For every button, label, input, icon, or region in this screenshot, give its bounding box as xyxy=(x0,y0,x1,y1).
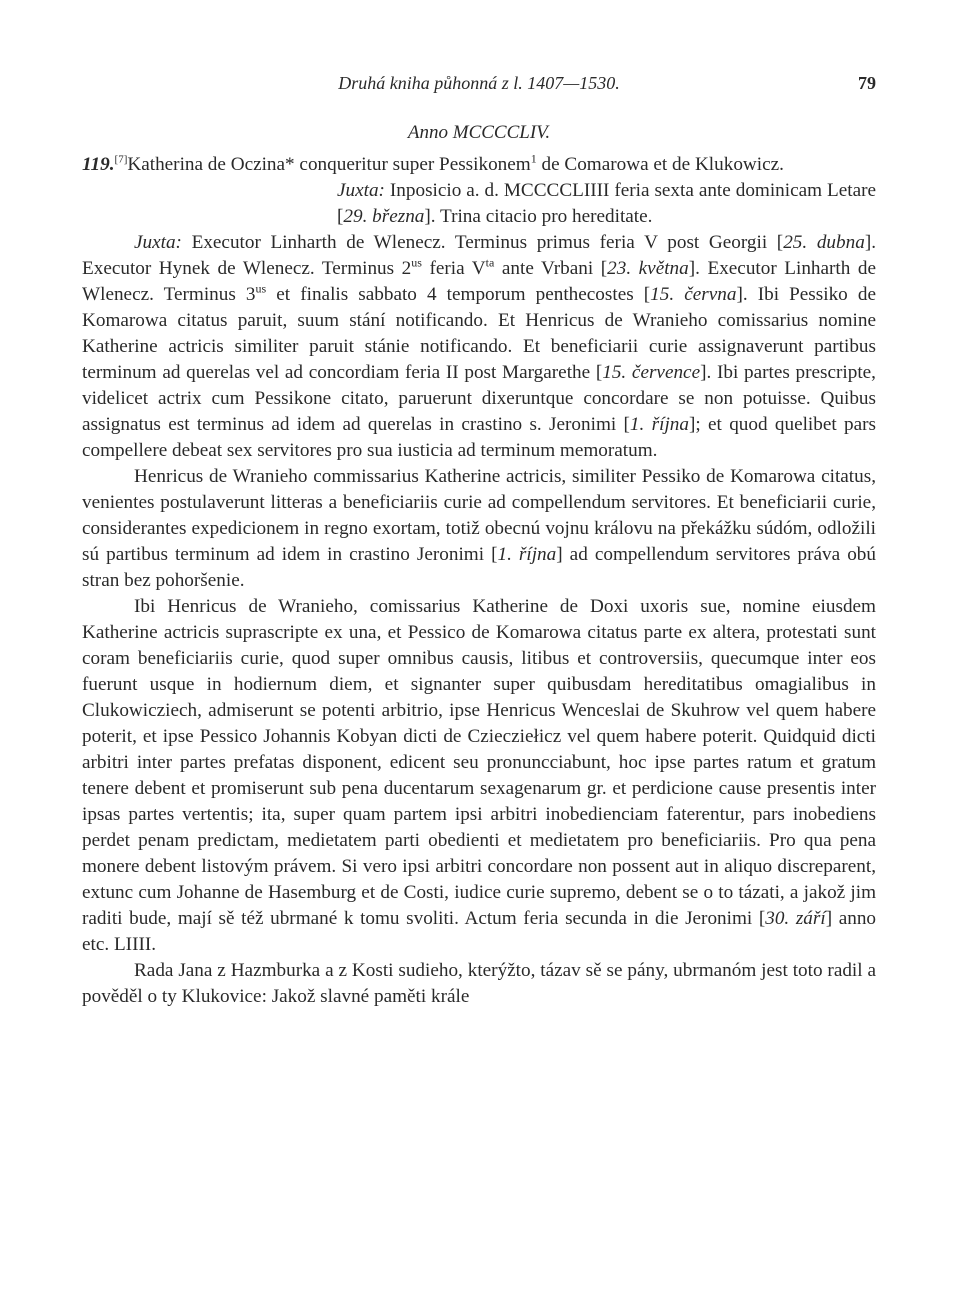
juxta-text: ]. Executor Linharth de Wlenecz. Terminus 3 xyxy=(82,258,876,305)
juxta-text: Executor Linharth de Wlenecz. Terminus primus feria V post Georgii [ xyxy=(181,232,784,253)
juxta-inposicio xyxy=(82,178,876,230)
juxta-text: ]. Executor Hynek de Wlenecz. Terminus 2 xyxy=(82,232,876,279)
paragraph-rada: Rada Jana z Hazmburka a z Kosti sudieho, kterýžto, tázav sě se pány, ubrmanóm jest toto radil a pověděl o ty Klukovice: Jakož slavné paměti krále xyxy=(82,960,876,1007)
date-gloss: 23. května xyxy=(607,258,689,279)
superscript: us xyxy=(411,255,422,270)
entry-text: Katherina de Oczina* conqueritur super Pessikonem xyxy=(127,154,531,175)
date-gloss: 15. června xyxy=(650,284,737,305)
footnote-marker: 1 xyxy=(530,151,537,166)
juxta-text: et finalis sabbato 4 temporum penthecostes [ xyxy=(266,284,651,305)
date-gloss: 1. října xyxy=(629,414,689,435)
date-gloss: 29. března xyxy=(343,206,425,227)
document-page xyxy=(82,70,876,1010)
date-gloss: 1. října xyxy=(497,544,557,565)
entry-text-end: de Comarowa et de Klukowicz. xyxy=(536,154,784,175)
date-gloss: 15. července xyxy=(602,362,701,383)
paragraph-arbitration xyxy=(82,594,876,958)
juxta-label: Juxta: xyxy=(337,180,385,201)
juxta-text: ]. Ibi partes prescripte, videlicet actrix cum Pessikone citato, paruerunt dixeruntque concordare se non potuisse. Quibus assignatus est terminus ad idem ad querelas in crastino s. Jeronimi [ xyxy=(82,362,876,435)
running-title: Druhá kniha půhonná z l. 1407—1530. xyxy=(338,73,620,93)
superscript: us xyxy=(255,281,267,296)
running-head xyxy=(82,70,876,100)
year-heading: Anno MCCCCLIV. xyxy=(407,122,551,143)
entry-opening xyxy=(82,152,876,178)
paragraph-commissarius xyxy=(82,464,876,594)
paragraph-text: ] ad compellendum servitores práva obú stran bez pohoršenie. xyxy=(82,544,876,591)
juxta-text: ante Vrbani [ xyxy=(494,258,608,279)
superscript: ta xyxy=(485,255,495,270)
date-gloss: 25. dubna xyxy=(783,232,865,253)
date-gloss: 30. září xyxy=(765,908,826,929)
juxta-text: Inposicio a. d. MCCCCLIIII feria sexta ante dominicam Letare [ xyxy=(337,180,876,227)
juxta-executor xyxy=(82,230,876,464)
entry-number: 119. xyxy=(82,154,115,175)
juxta-label: Juxta: xyxy=(134,232,182,253)
juxta-text: feria V xyxy=(421,258,486,279)
paragraph-text: Ibi Henricus de Wranieho, comissarius Katherine de Doxi uxoris sue, nomine eiusdem Katherine actricis suprascripte ex una, et Pessico de Komarowa citatus parte ex altera, protestati sunt coram beneficiariis curie, quod super omnibus causis, litibus et controversiis, quecumque inter eos fuerunt usque in hodiernum diem, et signanter super quibusdam hereditatibus omagialibus in Clukowicziech, admiserunt se potenti arbitrio, ipse Henricus Wenceslai de Skuhrow vel quem habere poterit, et ipse Pessico Johannis Kobyan dicti de Cziecziełicz vel quem habere poterit. Quidquid dicti arbitri inter partes prefatas disponent, edicent seu pronuncciabunt, hoc ipse partes ratum et gratum tenere debent et promiserunt sub pena ducentarum sexagenarum gr. et perdicione cause presentis inter ipsas partes vertentis; ita, super quam partem ipsi arbitri inobedienciam faterentur, pars inobediens perdet penam predictam, medietatem parti obedienti et medietatem pro beneficiariis. Pro qua pena monere debent listovým právem. Si vero ipsi arbitri concordare non possent aut in aliquo discreparent, extunc cum Johanne de Hasemburg et de Costi, iudice curie supremo, debent se o to tázati, a jakož jim raditi bude, mají sě též ubrmané k tomu svoliti. Actum feria secunda in die Jeronimi [ xyxy=(82,596,876,929)
marginal-folio: [7] xyxy=(114,153,128,166)
juxta-text: ]. Trina citacio pro hereditate. xyxy=(424,206,653,227)
juxta-text: ]. Ibi Pessiko de Komarowa citatus paruit, suum stání notificando. Et Henricus de Wranieho comissarius nomine Katherine actricis similiter paruit stánie notificando. Et beneficiarii curie assignaverunt partibus terminum ad querelas vel ad concordiam feria II post Margarethe [ xyxy=(82,284,876,383)
page-number: 79 xyxy=(858,73,876,93)
paragraph-text: ] anno etc. LIIII. xyxy=(82,908,877,955)
juxta-text: ]; et quod quelibet pars compellere debeat sex servitores pro sua iusticia ad terminum memoratum. xyxy=(82,414,876,461)
paragraph-text: Henricus de Wranieho commissarius Katherine actricis, similiter Pessiko de Komarowa citatus, venientes postulaverunt litteras a beneficiariis curie ad compellendum servitores. Et beneficiarii curie, considerantes expedicionem in regno exortam, totiž obecnú vojnu královu na překážku súdóm, odložili sú partibus terminum ad idem in crastino Jeronimi [ xyxy=(82,466,876,565)
